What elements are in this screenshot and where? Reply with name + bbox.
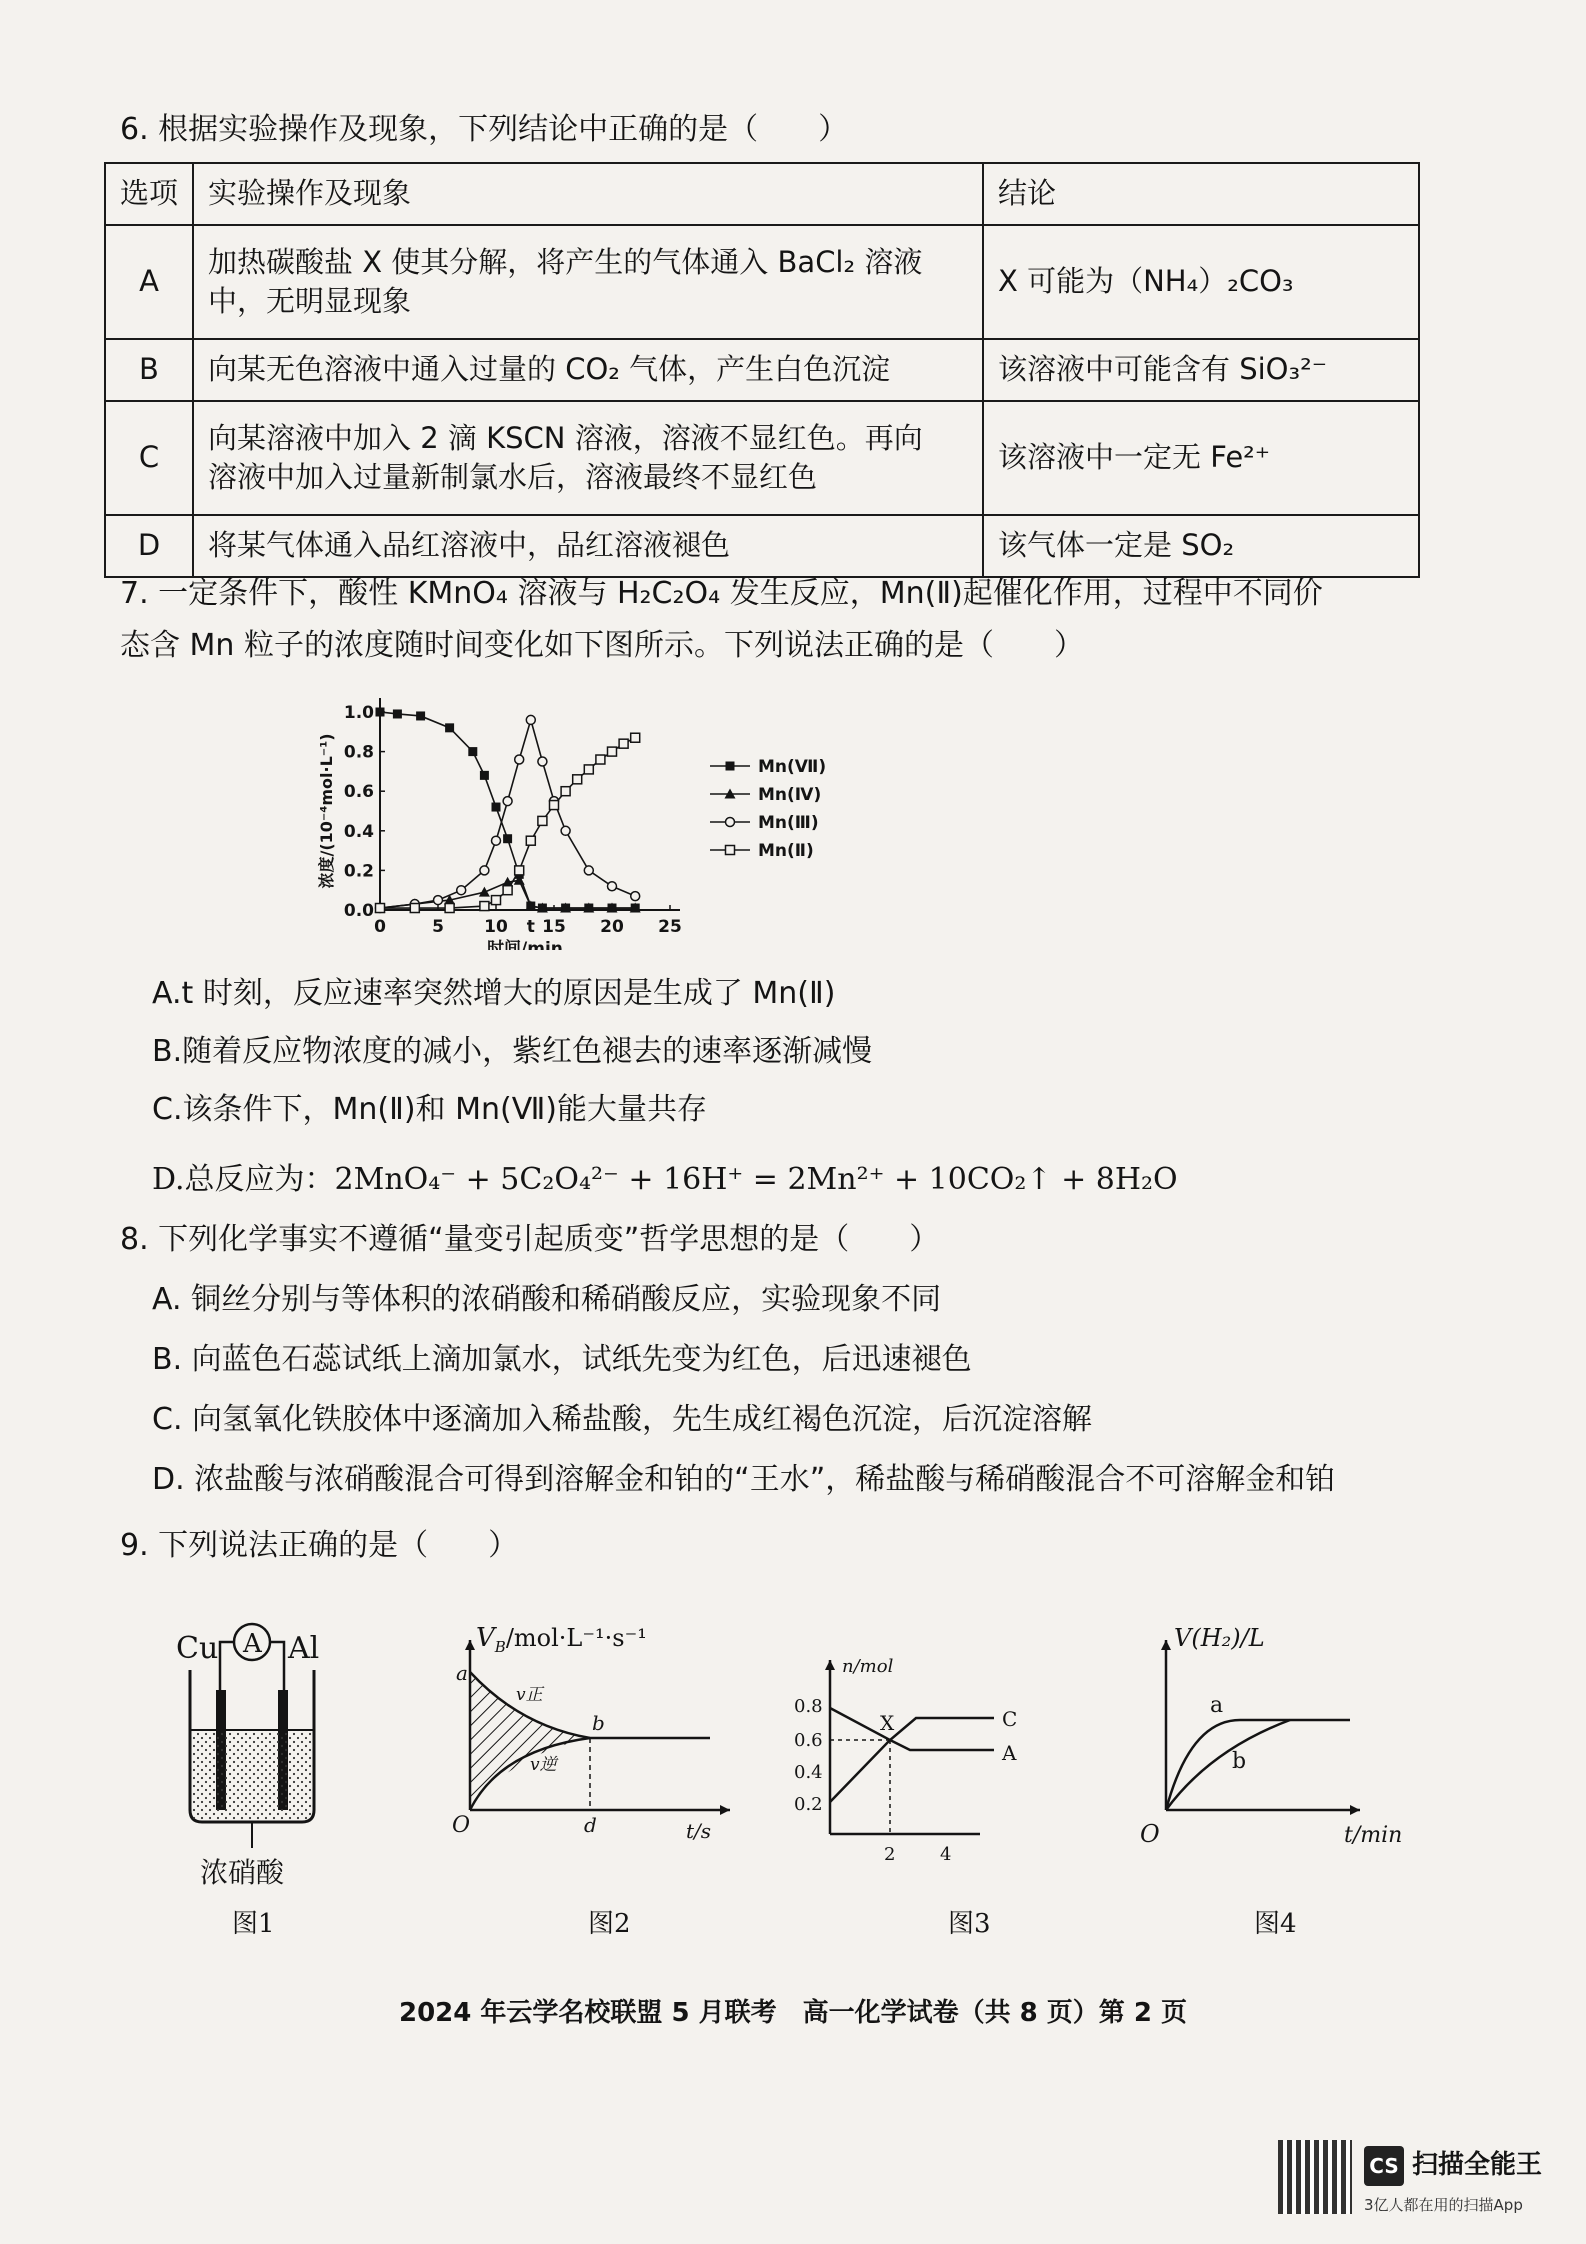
- data-point: [434, 896, 443, 905]
- curve-b-label: b: [1232, 1749, 1247, 1774]
- curve-a-label: a: [1210, 1693, 1224, 1718]
- intersection-label: X: [880, 1711, 895, 1735]
- data-point: [608, 747, 617, 756]
- data-point: [503, 797, 512, 806]
- origin-label: O: [1140, 1820, 1160, 1848]
- legend-marker: [726, 846, 735, 855]
- legend-marker: [726, 762, 735, 771]
- row-conclusion: 该气体一定是 SO₂: [983, 515, 1419, 577]
- data-point: [468, 747, 477, 756]
- row-operation-line: 溶液中加入过量新制氯水后，溶液最终不显红色: [208, 460, 818, 494]
- row-option: B: [105, 339, 193, 401]
- header-option: 选项: [105, 163, 193, 225]
- y-tick-label: 0.6: [343, 782, 374, 803]
- row-operation: [193, 225, 983, 339]
- data-point: [561, 787, 570, 796]
- data-point: [550, 801, 559, 810]
- y-label: n/mol: [842, 1656, 894, 1677]
- data-point: [480, 866, 489, 875]
- y-tick-label: 0.2: [343, 861, 374, 882]
- forward-rate-label: v正: [516, 1685, 543, 1705]
- data-point: [573, 775, 582, 784]
- data-point: [492, 803, 501, 812]
- scanner-watermark: [1278, 2140, 1568, 2220]
- q7-option-b: B.随着反应物浓度的减小，紫红色褪去的速率逐渐减慢: [152, 1034, 873, 1069]
- figure-2-rate-graph: [440, 1600, 740, 1940]
- legend-label: Mn(Ⅳ): [758, 785, 822, 805]
- brand-slogan: 3亿人都在用的扫描App: [1364, 2196, 1523, 2214]
- q8-option-c: C. 向氢氧化铁胶体中逐滴加入稀盐酸，先生成红褐色沉淀，后沉淀溶解: [152, 1402, 1093, 1437]
- curve-c-label: C: [1002, 1707, 1018, 1731]
- acid-solution: [192, 1731, 312, 1820]
- acid-label: 浓硝酸: [200, 1856, 285, 1889]
- x-tick-label: 0: [374, 917, 386, 937]
- y-tick-label: 0.4: [343, 821, 374, 842]
- data-point: [619, 739, 628, 748]
- row-option: A: [105, 225, 193, 339]
- legend-label: Mn(Ⅱ): [758, 841, 814, 861]
- origin-label: O: [452, 1813, 471, 1838]
- axis-arrows: [1161, 1640, 1360, 1815]
- figure-1-cell: [160, 1600, 400, 1940]
- data-point: [492, 836, 501, 845]
- x-tick-label: 5: [432, 917, 444, 937]
- data-point: [479, 887, 490, 897]
- row-option: D: [105, 515, 193, 577]
- x-tick-label: 25: [658, 917, 682, 937]
- table-row: [105, 515, 1419, 577]
- y-label: [476, 1623, 647, 1656]
- y-tick: 0.2: [794, 1794, 823, 1815]
- x-tick: 2: [884, 1844, 896, 1865]
- row-conclusion: 该溶液中可能含有 SiO₃²⁻: [983, 339, 1419, 401]
- data-point: [393, 709, 402, 718]
- q8-option-a: A. 铜丝分别与等体积的浓硝酸和稀硝酸反应，实验现象不同: [152, 1282, 942, 1317]
- curve-a: [830, 1708, 994, 1750]
- cu-label: Cu: [176, 1631, 219, 1666]
- y-axis-label: 浓度/(10⁻⁴mol·L⁻¹): [317, 733, 336, 889]
- data-point: [376, 904, 385, 913]
- data-point: [492, 896, 501, 905]
- data-point: [445, 723, 454, 732]
- qr-code-icon: [1278, 2140, 1352, 2214]
- q7-concentration-chart: [300, 690, 920, 950]
- data-point: [631, 892, 640, 901]
- legend-label: Mn(Ⅶ): [758, 757, 827, 777]
- q7-option-d: D.总反应为：2MnO₄⁻ + 5C₂O₄²⁻ + 16H⁺ = 2Mn²⁺ + 10CO₂↑ + 8H₂O: [152, 1162, 1178, 1197]
- data-point: [457, 886, 466, 895]
- reverse-rate-label: v逆: [530, 1755, 557, 1775]
- curve-a-label: A: [1002, 1741, 1017, 1765]
- legend-marker: [726, 818, 735, 827]
- axis-arrow: [825, 1660, 835, 1670]
- al-label: Al: [288, 1631, 320, 1666]
- data-point: [515, 755, 524, 764]
- y-label-v: V: [476, 1623, 495, 1653]
- data-point: [526, 836, 535, 845]
- data-point: [584, 765, 593, 774]
- concentration-chart-svg: [300, 690, 920, 950]
- curve-b: [1166, 1720, 1290, 1810]
- cs-logo-icon: CS: [1364, 2146, 1404, 2186]
- table-row: [105, 339, 1419, 401]
- point-a-label: a: [456, 1661, 468, 1685]
- figure-3-caption: 图3: [948, 1909, 991, 1939]
- data-point: [561, 826, 570, 835]
- data-point: [596, 755, 605, 764]
- y-label: V(H₂)/L: [1174, 1624, 1265, 1652]
- row-option: C: [105, 401, 193, 515]
- data-point: [608, 882, 617, 891]
- data-point: [376, 708, 385, 717]
- figure-1-caption: 图1: [232, 1909, 275, 1939]
- q7-option-c: C.该条件下，Mn(Ⅱ)和 Mn(Ⅶ)能大量共存: [152, 1092, 707, 1127]
- y-tick: 0.4: [794, 1762, 823, 1783]
- data-point: [538, 757, 547, 766]
- row-operation: 向某无色溶液中通入过量的 CO₂ 气体，产生白色沉淀: [193, 339, 983, 401]
- x-label: t/min: [1344, 1823, 1403, 1848]
- figure-4-volume-graph: [1130, 1600, 1430, 1940]
- page-footer: 2024 年云学名校联盟 5 月联考 高一化学试卷（共 8 页）第 2 页: [399, 1998, 1187, 2028]
- figure-4-caption: 图4: [1254, 1909, 1297, 1939]
- data-point: [631, 733, 640, 742]
- point-b-label: b: [592, 1711, 605, 1735]
- row-operation-line: 加热碳酸盐 X 使其分解，将产生的气体通入 BaCl₂ 溶液: [208, 244, 923, 279]
- y-tick-label: 0.8: [343, 742, 374, 763]
- data-point: [538, 816, 547, 825]
- y-label-sub: B: [494, 1638, 506, 1656]
- ammeter-label: A: [243, 1629, 262, 1659]
- row-operation-line: 中，无明显现象: [208, 284, 412, 318]
- q6-table: [104, 162, 1420, 578]
- y-tick: 0.8: [794, 1696, 823, 1717]
- data-point: [480, 902, 489, 911]
- table-row: [105, 401, 1419, 515]
- y-tick-label: 1.0: [343, 703, 374, 723]
- data-point: [503, 834, 512, 843]
- x-tick-label: 20: [600, 917, 624, 937]
- y-label-unit: /mol·L⁻¹·s⁻¹: [505, 1624, 647, 1652]
- brand-name: 扫描全能王: [1412, 2150, 1543, 2180]
- data-point: [503, 886, 512, 895]
- curve-c: [830, 1718, 994, 1802]
- row-conclusion: X 可能为（NH₄）₂CO₃: [983, 225, 1419, 339]
- row-conclusion: 该溶液中一定无 Fe²⁺: [983, 401, 1419, 515]
- q6-stem: 6. 根据实验操作及现象，下列结论中正确的是（ ）: [120, 112, 849, 147]
- q9-stem: 9. 下列说法正确的是（ ）: [120, 1528, 519, 1563]
- d-label: d: [584, 1813, 597, 1837]
- x-tick-label: 15: [542, 917, 566, 937]
- table-header-row: [105, 163, 1419, 225]
- row-operation: 将某气体通入品红溶液中，品红溶液褪色: [193, 515, 983, 577]
- y-tick-label: 0.0: [343, 901, 374, 921]
- row-operation-line: 向某溶液中加入 2 滴 KSCN 溶液，溶液不显红色。再向: [208, 420, 923, 455]
- q7-stem-line-2: 态含 Mn 粒子的浓度随时间变化如下图所示。下列说法正确的是（ ）: [120, 628, 1084, 663]
- x-label: t/s: [686, 1819, 712, 1843]
- legend-label: Mn(Ⅲ): [758, 813, 819, 833]
- q7-stem-line-1: 7. 一定条件下，酸性 KMnO₄ 溶液与 H₂C₂O₄ 发生反应，Mn(Ⅱ)起催化作用，过程中不同价: [120, 576, 1323, 611]
- q7-option-a: A.t 时刻，反应速率突然增大的原因是生成了 Mn(Ⅱ): [152, 976, 836, 1011]
- figure-3-amount-graph: [780, 1600, 1080, 1940]
- q8-stem: 8. 下列化学事实不遵循“量变引起质变”哲学思想的是（ ）: [120, 1222, 940, 1257]
- data-point: [445, 904, 454, 913]
- x-tick-label: 10: [484, 917, 508, 937]
- data-point: [410, 904, 419, 913]
- data-point: [480, 771, 489, 780]
- header-operation: 实验操作及现象: [193, 163, 983, 225]
- q8-option-b: B. 向蓝色石蕊试纸上滴加氯水，试纸先变为红色，后迅速褪色: [152, 1342, 972, 1377]
- q8-option-d: D. 浓盐酸与浓硝酸混合可得到溶解金和铂的“王水”，稀盐酸与稀硝酸混合不可溶解金和铂: [152, 1462, 1336, 1497]
- row-operation: [193, 401, 983, 515]
- data-point: [416, 711, 425, 720]
- figure-2-caption: 图2: [588, 1909, 631, 1939]
- data-point: [526, 715, 535, 724]
- table-row: [105, 225, 1419, 339]
- data-point: [515, 866, 524, 875]
- data-point: [584, 866, 593, 875]
- y-tick: 0.6: [794, 1730, 823, 1751]
- x-tick: 4: [940, 1844, 952, 1865]
- x-axis-label: 时间/min: [487, 939, 563, 950]
- x-tick-label: t: [526, 917, 535, 937]
- header-conclusion: 结论: [983, 163, 1419, 225]
